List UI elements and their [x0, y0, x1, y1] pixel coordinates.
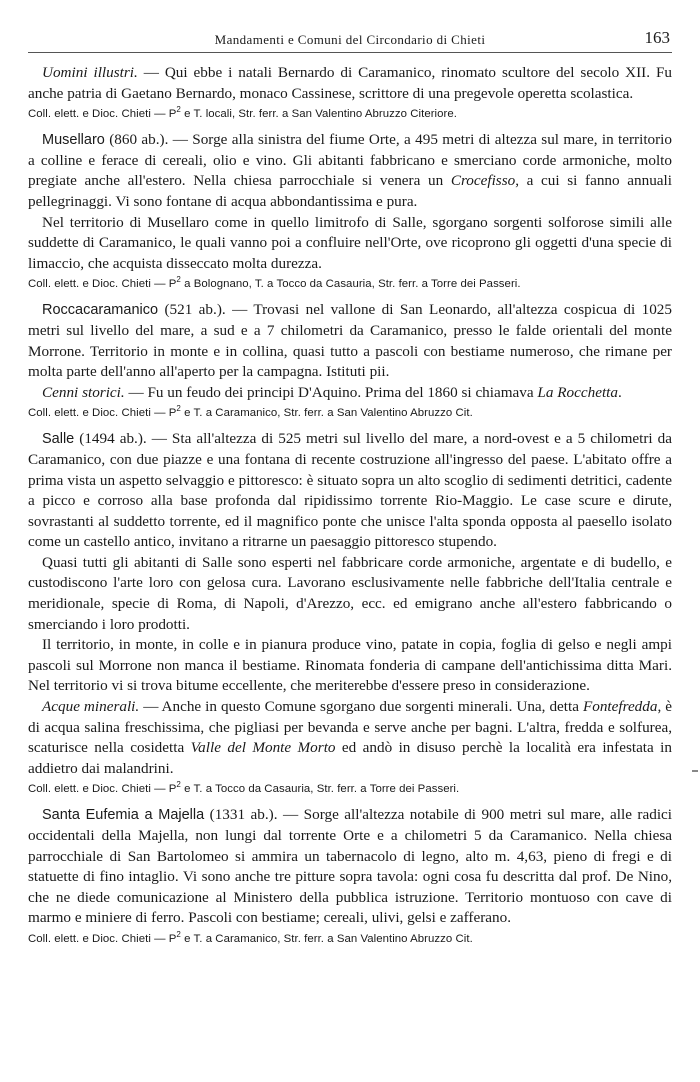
entry-name: Santa Eufemia a Majella — [42, 807, 205, 824]
entry-name: Musellaro — [42, 132, 105, 149]
paragraph-text: , a cui si fanno annuali pellegrinaggi. Vi sono fontane di acqua abbondantissima e pura. — [28, 172, 672, 210]
superscript: 2 — [176, 275, 181, 285]
paragraph-text: Il territorio, in monte, in colle e in pianura produce vino, patate in copia, foglia di gelso e negli ampi pascoli sul Morrone non manca il bestiame. Rinomata fonderia di campane dell'antichissima ditta Mari. Nel territorio vi si trova bitume eccellente, che meriterebbe d'essere preso in considerazione. — [28, 636, 672, 695]
paragraph — [28, 635, 672, 697]
paragraph-text: — Anche in questo Comune sgorgano due sorgenti minerali. Una, detta — [139, 698, 583, 716]
paragraph — [28, 697, 672, 779]
superscript: 2 — [176, 930, 181, 940]
entry-block — [28, 300, 672, 421]
collegio-text: Coll. elett. e Dioc. Chieti — P — [28, 108, 177, 121]
collegio-line — [28, 781, 672, 797]
paragraph-text: (860 ab.). — Sorge alla sinistra del fiume Orte, a 495 metri di altezza sul mare, in territorio a colline e ferace di cereali, olio e vino. Gli abitanti fabbricano e smerciano corde armoniche, molto pregiate anche all'estero. Nella chiesa parrocchiale si venera un — [28, 131, 672, 190]
paragraph-text: (1494 ab.). — Sta all'altezza di 525 metri sul livello del mare, a nord-ovest e a 5 chilometri da Caramanico, con due piazze e una fontana di recente costruzione all'ingresso del paese. L'abitato offre a prima vista un aspetto selvaggio e pittoresco: è situato sopra un alto scoglio di sedimenti detritici, cadente a picco e corroso alla base profonda dal ripidissimo torrente Rio-Maggio. Le case scure e dirute, sovrastanti al suddetto torrente, ed il magnifico ponte che unisce l'alta sponda opposta al paesello isolato come un castello antico, invitano a ritrarne un paesaggio pittoresco stupendo. — [28, 430, 672, 551]
entry-name: Roccacaramanico — [42, 302, 159, 319]
paragraph — [28, 63, 672, 104]
paragraph-text: . — [617, 383, 622, 401]
entry-block — [28, 130, 672, 292]
collegio-line — [28, 405, 672, 421]
collegio-text: e T. a Caramanico, Str. ferr. a San Valentino Abruzzo Cit. — [180, 407, 473, 420]
paragraph — [28, 383, 672, 404]
paragraph — [28, 429, 672, 553]
collegio-line — [28, 931, 672, 947]
collegio-text: e T. locali, Str. ferr. a San Valentino Abruzzo Citeriore. — [180, 108, 457, 121]
section-label: Uomini illustri. — [42, 64, 138, 81]
italic-term: La Rocchetta — [537, 383, 618, 401]
collegio-line — [28, 276, 672, 292]
paragraph-text: (1331 ab.). — Sorge all'altezza notabile di 900 metri sul mare, alle radici occidentali della Majella, non lungi dal torrente Orte e a chilometri 5 da Caramanico. Nella chiesa parrocchiale di San Bartolomeo si ammira un tabernacolo di legno, alto m. 4,63, pieno di fregi e di statuette di fino intaglio. Vi sono anche tre pitture sopra tavola: ogni cosa fu descritta dal prof. De Nino, che ne diede comunicazione al Ministero della pubblica istruzione. Territorio montuoso con cave di marmo e miniere di ferro. Pascoli con bestiame; cereali, ulivi, gelsi e zafferano. — [28, 806, 673, 927]
book-page — [28, 28, 672, 955]
collegio-text: Coll. elett. e Dioc. Chieti — P — [28, 932, 177, 945]
entry-block — [28, 805, 672, 947]
collegio-line — [28, 106, 672, 122]
collegio-text: e T. a Tocco da Casauria, Str. ferr. a Torre dei Passeri. — [180, 783, 460, 796]
page-content — [28, 63, 672, 947]
collegio-text: e T. a Caramanico, Str. ferr. a San Valentino Abruzzo Cit. — [180, 932, 473, 945]
superscript: 2 — [176, 105, 181, 115]
paragraph-text: (521 ab.). — Trovasi nel vallone di San Leonardo, all'altezza cospicua di 1025 metri sul livello del mare, a sud e a 7 chilometri da Caramanico, presso le falde orientali del monte Morrone. Territorio in monte e in collina, quasi tutto a pascoli con bestiame numeroso, che rimane per molta parte dell'anno all'aperto per la campagna. Istituti pii. — [28, 301, 672, 381]
entry-block — [28, 429, 672, 797]
paragraph — [28, 553, 672, 635]
paragraph-text: , è di acqua salina freschissima, che pigliasi per bevanda e serve anche per bagni. L'altra, fredda e solfurea, scaturisce nella cosidetta — [28, 698, 672, 757]
collegio-text: Coll. elett. e Dioc. Chieti — P — [28, 278, 177, 291]
paragraph-text: — Fu un feudo dei principi D'Aquino. Prima del 1860 si chiamava — [124, 383, 538, 401]
collegio-text: a Bolognano, T. a Tocco da Casauria, Str. ferr. a Torre dei Passeri. — [180, 278, 521, 291]
italic-term: Valle del Monte Morto — [190, 739, 336, 757]
running-head — [28, 28, 672, 53]
paragraph-text: Quasi tutti gli abitanti di Salle sono esperti nel fabbricare corde armoniche, argentate e di budello, e custodiscono l'arte loro con gelosa cura. Lavorano esclusivamente nelle fabbriche dell'Italia centrale e meridionale, specie di Roma, di Napoli, d'Arezzo, ecc. ed emigrano anche all'estero fabbricando o smerciando i loro prodotti. — [28, 553, 672, 633]
collegio-text: Coll. elett. e Dioc. Chieti — P — [28, 407, 177, 420]
paragraph — [28, 213, 672, 275]
italic-term: Crocefisso — [450, 172, 516, 190]
running-head-title: Mandamenti e Comuni del Circondario di Chieti — [214, 32, 486, 47]
superscript: 2 — [176, 404, 181, 414]
paragraph — [28, 300, 672, 382]
page-number: 163 — [644, 28, 670, 47]
margin-mark — [692, 770, 698, 772]
entry-name: Salle — [42, 431, 75, 448]
superscript: 2 — [176, 780, 181, 790]
paragraph — [28, 805, 672, 929]
paragraph-text: Nel territorio di Musellaro come in quello limitrofo di Salle, sgorgano sorgenti solforose simili alle suddette di Caramanico, le quali vanno poi a confluire nell'Orte, ove ricoprono gli oggetti d'una specie di limaccio, che acquista disseccato molta durezza. — [28, 213, 672, 272]
italic-term: Fontefredda — [582, 698, 658, 716]
collegio-text: Coll. elett. e Dioc. Chieti — P — [28, 783, 177, 796]
section-label: Cenni storici. — [42, 383, 125, 401]
paragraph-text: — Qui ebbe i natali Bernardo di Caramanico, rinomato scultore del secolo XII. Fu anche patria di Gaetano Bernardo, monaco Cassinese, scrittore di una pregevole operetta scolastica. — [28, 64, 672, 102]
paragraph-text: ed andò in disuso perchè la località era infestata in addietro dai malandrini. — [28, 739, 672, 777]
paragraph — [28, 130, 672, 212]
section-label: Acque minerali. — [42, 698, 140, 716]
entry-block — [28, 63, 672, 122]
